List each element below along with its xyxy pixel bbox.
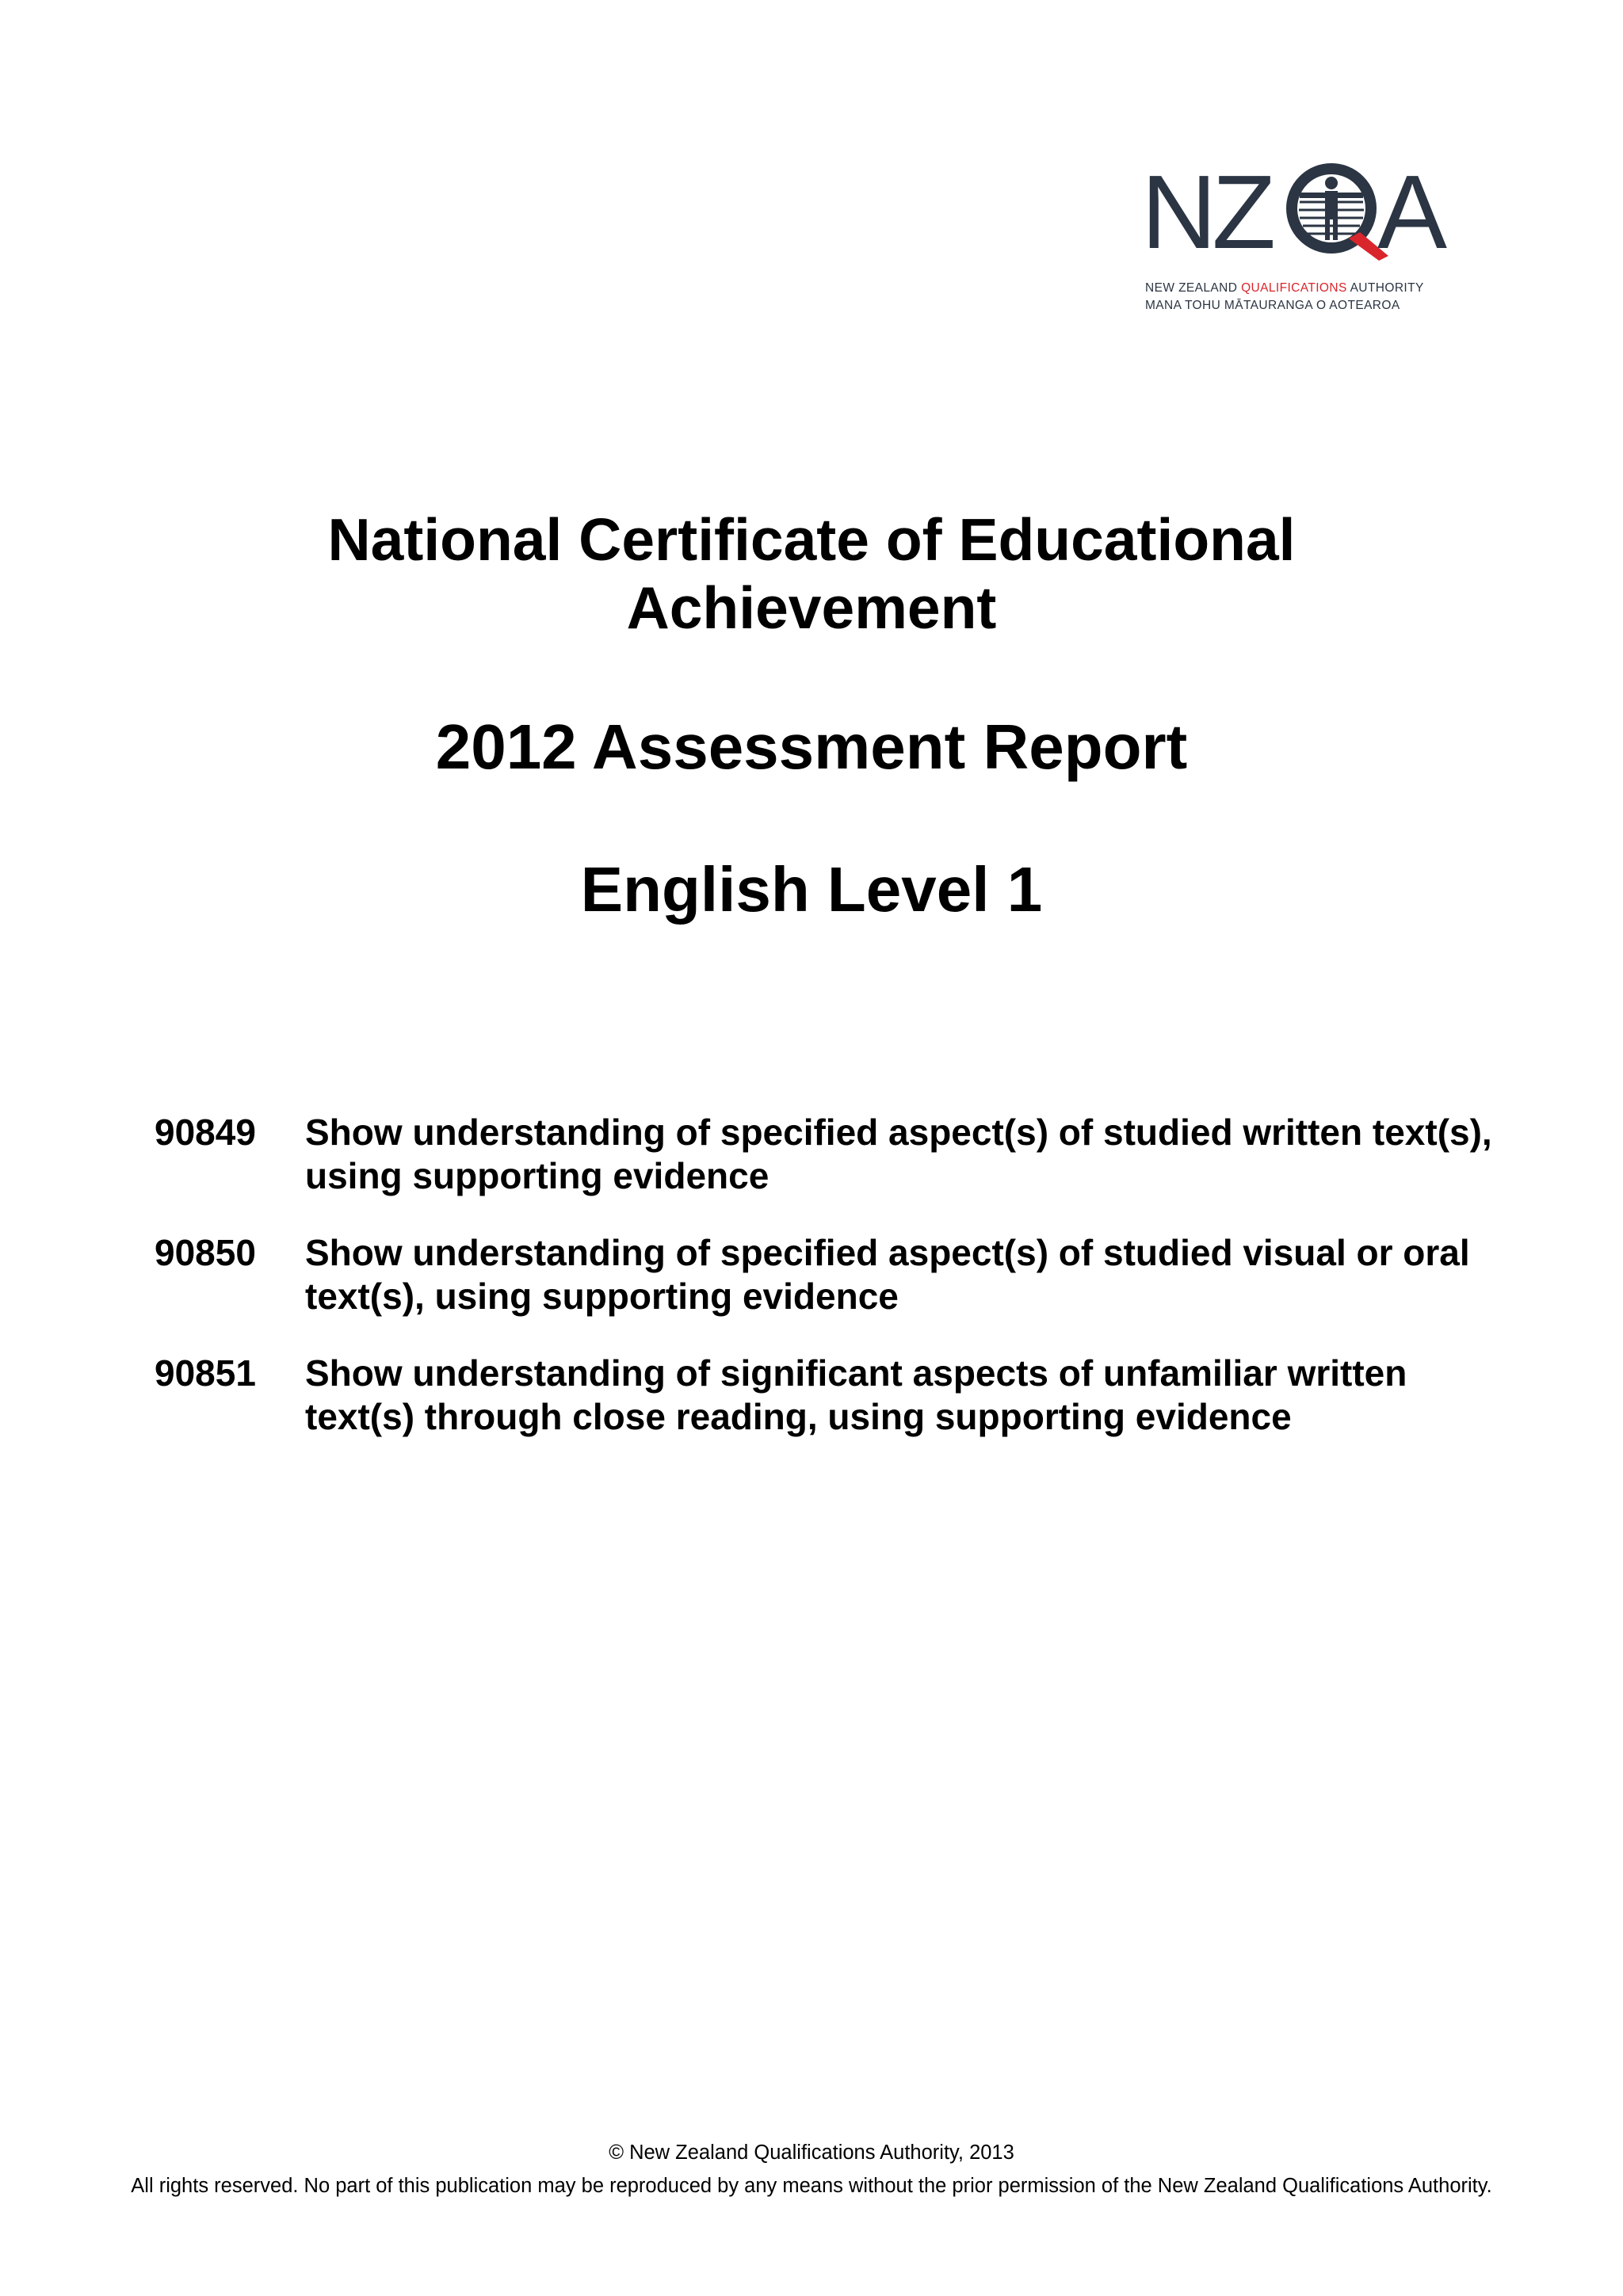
subject-title: English Level 1	[580, 854, 1043, 925]
nzqa-logo	[1141, 162, 1466, 321]
document-title	[0, 505, 1623, 642]
logo-tagline-accent: QUALIFICATIONS	[1241, 281, 1347, 295]
logo-letters-nz: NZ	[1141, 162, 1271, 261]
standards-list	[155, 1111, 1502, 1472]
title-line-1: National Certificate of Educational	[327, 506, 1296, 573]
standard-item	[155, 1352, 1502, 1472]
logo-tagline-maori: MANA TOHU MĀTAURANGA O AOTEAROA	[1145, 299, 1400, 312]
logo-tagline-part: NEW ZEALAND	[1145, 281, 1242, 295]
standard-item	[155, 1231, 1502, 1352]
report-title: 2012 Assessment Report	[435, 711, 1188, 782]
standard-item	[155, 1111, 1502, 1231]
footer-rights-notice: All rights reserved. No part of this publication may be reproduced by any means without the prior permission of the New Zealand Qualifications Authority.	[131, 2175, 1492, 2197]
standard-code: 90849	[155, 1112, 256, 1153]
standard-description: Show understanding of significant aspects of unfamiliar written text(s) through close reading, using supporting evidence	[305, 1352, 1407, 1437]
logo-q-emblem	[1292, 169, 1388, 261]
standard-code: 90851	[155, 1352, 256, 1394]
logo-tagline-part: AUTHORITY	[1346, 281, 1424, 295]
footer-copyright: © New Zealand Qualifications Authority, 2013	[609, 2142, 1014, 2164]
standard-code: 90850	[155, 1232, 256, 1273]
standard-description: Show understanding of specified aspect(s) of studied written text(s), using supporting evidence	[305, 1112, 1492, 1196]
logo-tagline-english	[1145, 281, 1424, 296]
standard-description: Show understanding of specified aspect(s) of studied visual or oral text(s), using supporting evidence	[305, 1232, 1470, 1317]
title-line-2: Achievement	[626, 574, 997, 641]
nzqa-logo-mark	[1141, 162, 1466, 261]
logo-letter-a: A	[1377, 162, 1448, 261]
